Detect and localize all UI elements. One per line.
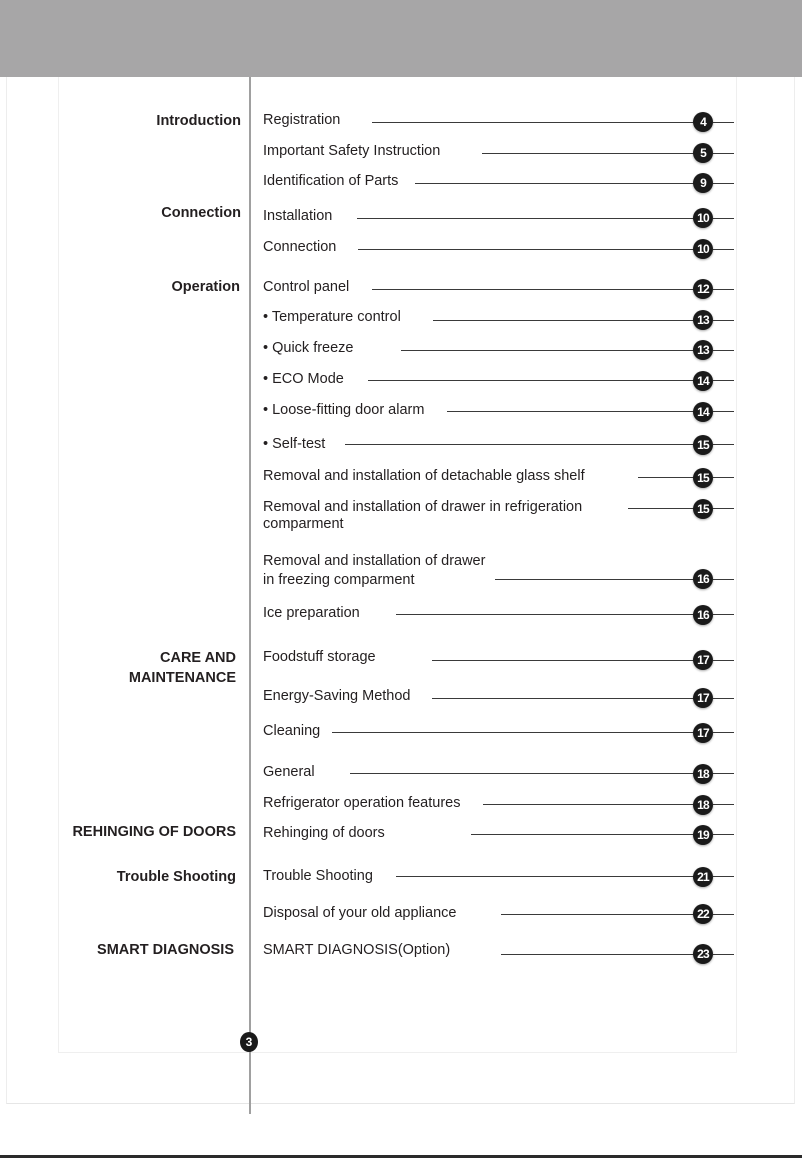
entry-title: Installation [263, 208, 333, 224]
entry-title: Refrigerator operation features [263, 795, 461, 811]
leader-tail [713, 477, 734, 478]
toc-entry-smart-diagnosis[interactable] [263, 941, 735, 963]
toc-entry-trouble-shooting[interactable] [263, 867, 735, 889]
leader-tail [713, 579, 734, 580]
leader-tail [713, 660, 734, 661]
entry-title: • ECO Mode [263, 371, 344, 387]
leader-tail [713, 249, 734, 250]
leader-tail [713, 320, 734, 321]
entry-title: Cleaning [263, 723, 321, 739]
entry-title: Removal and installation of drawer in refrigeration [263, 499, 583, 515]
entry-title-line2: in freezing comparment [263, 572, 415, 588]
leader-tail [713, 698, 734, 699]
entry-title: Removal and installation of drawer [263, 553, 486, 569]
entry-title: Control panel [263, 279, 350, 295]
entry-title: Registration [263, 112, 341, 128]
toc-entry-foodstuff-storage[interactable] [263, 648, 735, 670]
leader-tail [713, 804, 734, 805]
leader-line [368, 380, 694, 381]
section-trouble-shooting: Trouble Shooting [116, 869, 236, 885]
toc-entry-self-test[interactable] [263, 435, 735, 457]
entry-title: • Self-test [263, 436, 326, 452]
leader-tail [713, 218, 734, 219]
leader-line [358, 249, 694, 250]
header-band [0, 0, 802, 77]
leader-tail [713, 914, 734, 915]
toc-entry-drawer-refrigeration[interactable] [263, 498, 735, 538]
toc-entry-registration[interactable] [263, 111, 735, 133]
leader-tail [713, 122, 734, 123]
page-number-badge: 15 [693, 499, 713, 519]
leader-line [372, 122, 694, 123]
leader-tail [713, 954, 734, 955]
leader-line [432, 660, 694, 661]
leader-tail [713, 876, 734, 877]
toc-entry-disposal-old-appliance[interactable] [263, 904, 735, 926]
leader-tail [713, 834, 734, 835]
leader-tail [713, 732, 734, 733]
toc-entry-connection[interactable] [263, 238, 735, 260]
leader-line [396, 876, 694, 877]
toc-entry-important-safety-instruction[interactable] [263, 142, 735, 164]
section-operation: Operation [171, 279, 240, 295]
page-number-badge-footer: 3 [240, 1032, 258, 1052]
page-number-badge: 18 [693, 764, 713, 784]
toc-entry-detachable-glass-shelf[interactable] [263, 467, 735, 489]
leader-line [501, 954, 694, 955]
leader-line [628, 508, 694, 509]
entry-title: Foodstuff storage [263, 649, 376, 665]
section-introduction: Introduction [156, 113, 241, 129]
toc-entry-control-panel[interactable] [263, 278, 735, 300]
entry-title: Connection [263, 239, 337, 255]
leader-line [357, 218, 694, 219]
page-number-badge: 4 [693, 112, 713, 132]
toc-entry-rehinging-of-doors[interactable] [263, 824, 735, 846]
page-number-badge: 14 [693, 371, 713, 391]
page-number-badge: 17 [693, 650, 713, 670]
leader-line [415, 183, 694, 184]
page-number-badge: 13 [693, 340, 713, 360]
entry-title-line2: comparment [263, 516, 344, 532]
leader-tail [713, 773, 734, 774]
entry-title: Removal and installation of detachable glass shelf [263, 468, 585, 484]
page-number-badge: 22 [693, 904, 713, 924]
section-smart-diagnosis: SMART DIAGNOSIS [97, 942, 234, 958]
page-number-badge: 17 [693, 723, 713, 743]
toc-entry-eco-mode[interactable] [263, 370, 735, 392]
leader-line [372, 289, 694, 290]
page-number-badge: 16 [693, 605, 713, 625]
leader-line [433, 320, 694, 321]
leader-line [483, 804, 694, 805]
entry-title: • Quick freeze [263, 340, 354, 356]
leader-line [501, 914, 694, 915]
leader-line [401, 350, 694, 351]
toc-entry-ice-preparation[interactable] [263, 604, 735, 626]
entry-title: Disposal of your old appliance [263, 905, 457, 921]
toc-entry-energy-saving-method[interactable] [263, 687, 735, 709]
leader-line [345, 444, 694, 445]
leader-line [332, 732, 694, 733]
page-number-badge: 17 [693, 688, 713, 708]
page-number-badge: 9 [693, 173, 713, 193]
leader-tail [713, 350, 734, 351]
toc-entry-loose-fitting-door-alarm[interactable] [263, 401, 735, 423]
page-number-badge: 21 [693, 867, 713, 887]
toc-entry-drawer-freezing[interactable] [263, 552, 735, 592]
leader-tail [713, 289, 734, 290]
leader-line [432, 698, 694, 699]
entry-title: Trouble Shooting [263, 868, 373, 884]
page-number-badge: 15 [693, 468, 713, 488]
entry-title: • Loose-fitting door alarm [263, 402, 425, 418]
entry-title: Ice preparation [263, 605, 360, 621]
leader-line [482, 153, 694, 154]
leader-line [495, 579, 694, 580]
leader-line [471, 834, 694, 835]
leader-tail [713, 183, 734, 184]
toc-entry-quick-freeze[interactable] [263, 339, 735, 361]
leader-tail [713, 380, 734, 381]
toc-entry-temperature-control[interactable] [263, 308, 735, 330]
page-number-badge: 23 [693, 944, 713, 964]
entry-title: Important Safety Instruction [263, 143, 441, 159]
leader-line [638, 477, 694, 478]
section-connection: Connection [161, 205, 241, 221]
page-number-badge: 5 [693, 143, 713, 163]
entry-title: Energy-Saving Method [263, 688, 411, 704]
toc-entry-installation[interactable] [263, 207, 735, 229]
leader-tail [713, 508, 734, 509]
leader-tail [713, 444, 734, 445]
entry-title: SMART DIAGNOSIS(Option) [263, 942, 451, 958]
page-number-badge: 10 [693, 239, 713, 259]
toc-entry-cleaning[interactable] [263, 722, 735, 744]
entry-title: General [263, 764, 315, 780]
toc-entry-general[interactable] [263, 763, 735, 785]
leader-line [350, 773, 694, 774]
page-number-badge: 19 [693, 825, 713, 845]
column-divider [249, 77, 251, 1114]
page-number-badge: 12 [693, 279, 713, 299]
leader-tail [713, 411, 734, 412]
toc-entry-refrigerator-operation-features[interactable] [263, 794, 735, 816]
page-number-badge: 15 [693, 435, 713, 455]
page-number-badge: 18 [693, 795, 713, 815]
entry-title: Rehinging of doors [263, 825, 385, 841]
leader-line [396, 614, 694, 615]
section-maintenance: MAINTENANCE [128, 670, 236, 686]
section-care-and: CARE AND [160, 650, 236, 666]
leader-tail [713, 153, 734, 154]
entry-title: Identification of Parts [263, 173, 399, 189]
page-number-badge: 13 [693, 310, 713, 330]
page-number-badge: 14 [693, 402, 713, 422]
leader-line [447, 411, 694, 412]
page-number-badge: 10 [693, 208, 713, 228]
page-number-badge: 16 [693, 569, 713, 589]
leader-tail [713, 614, 734, 615]
entry-title: • Temperature control [263, 309, 401, 325]
toc-entry-identification-of-parts[interactable] [263, 172, 735, 194]
section-rehinging-of-doors: REHINGING OF DOORS [72, 824, 236, 840]
